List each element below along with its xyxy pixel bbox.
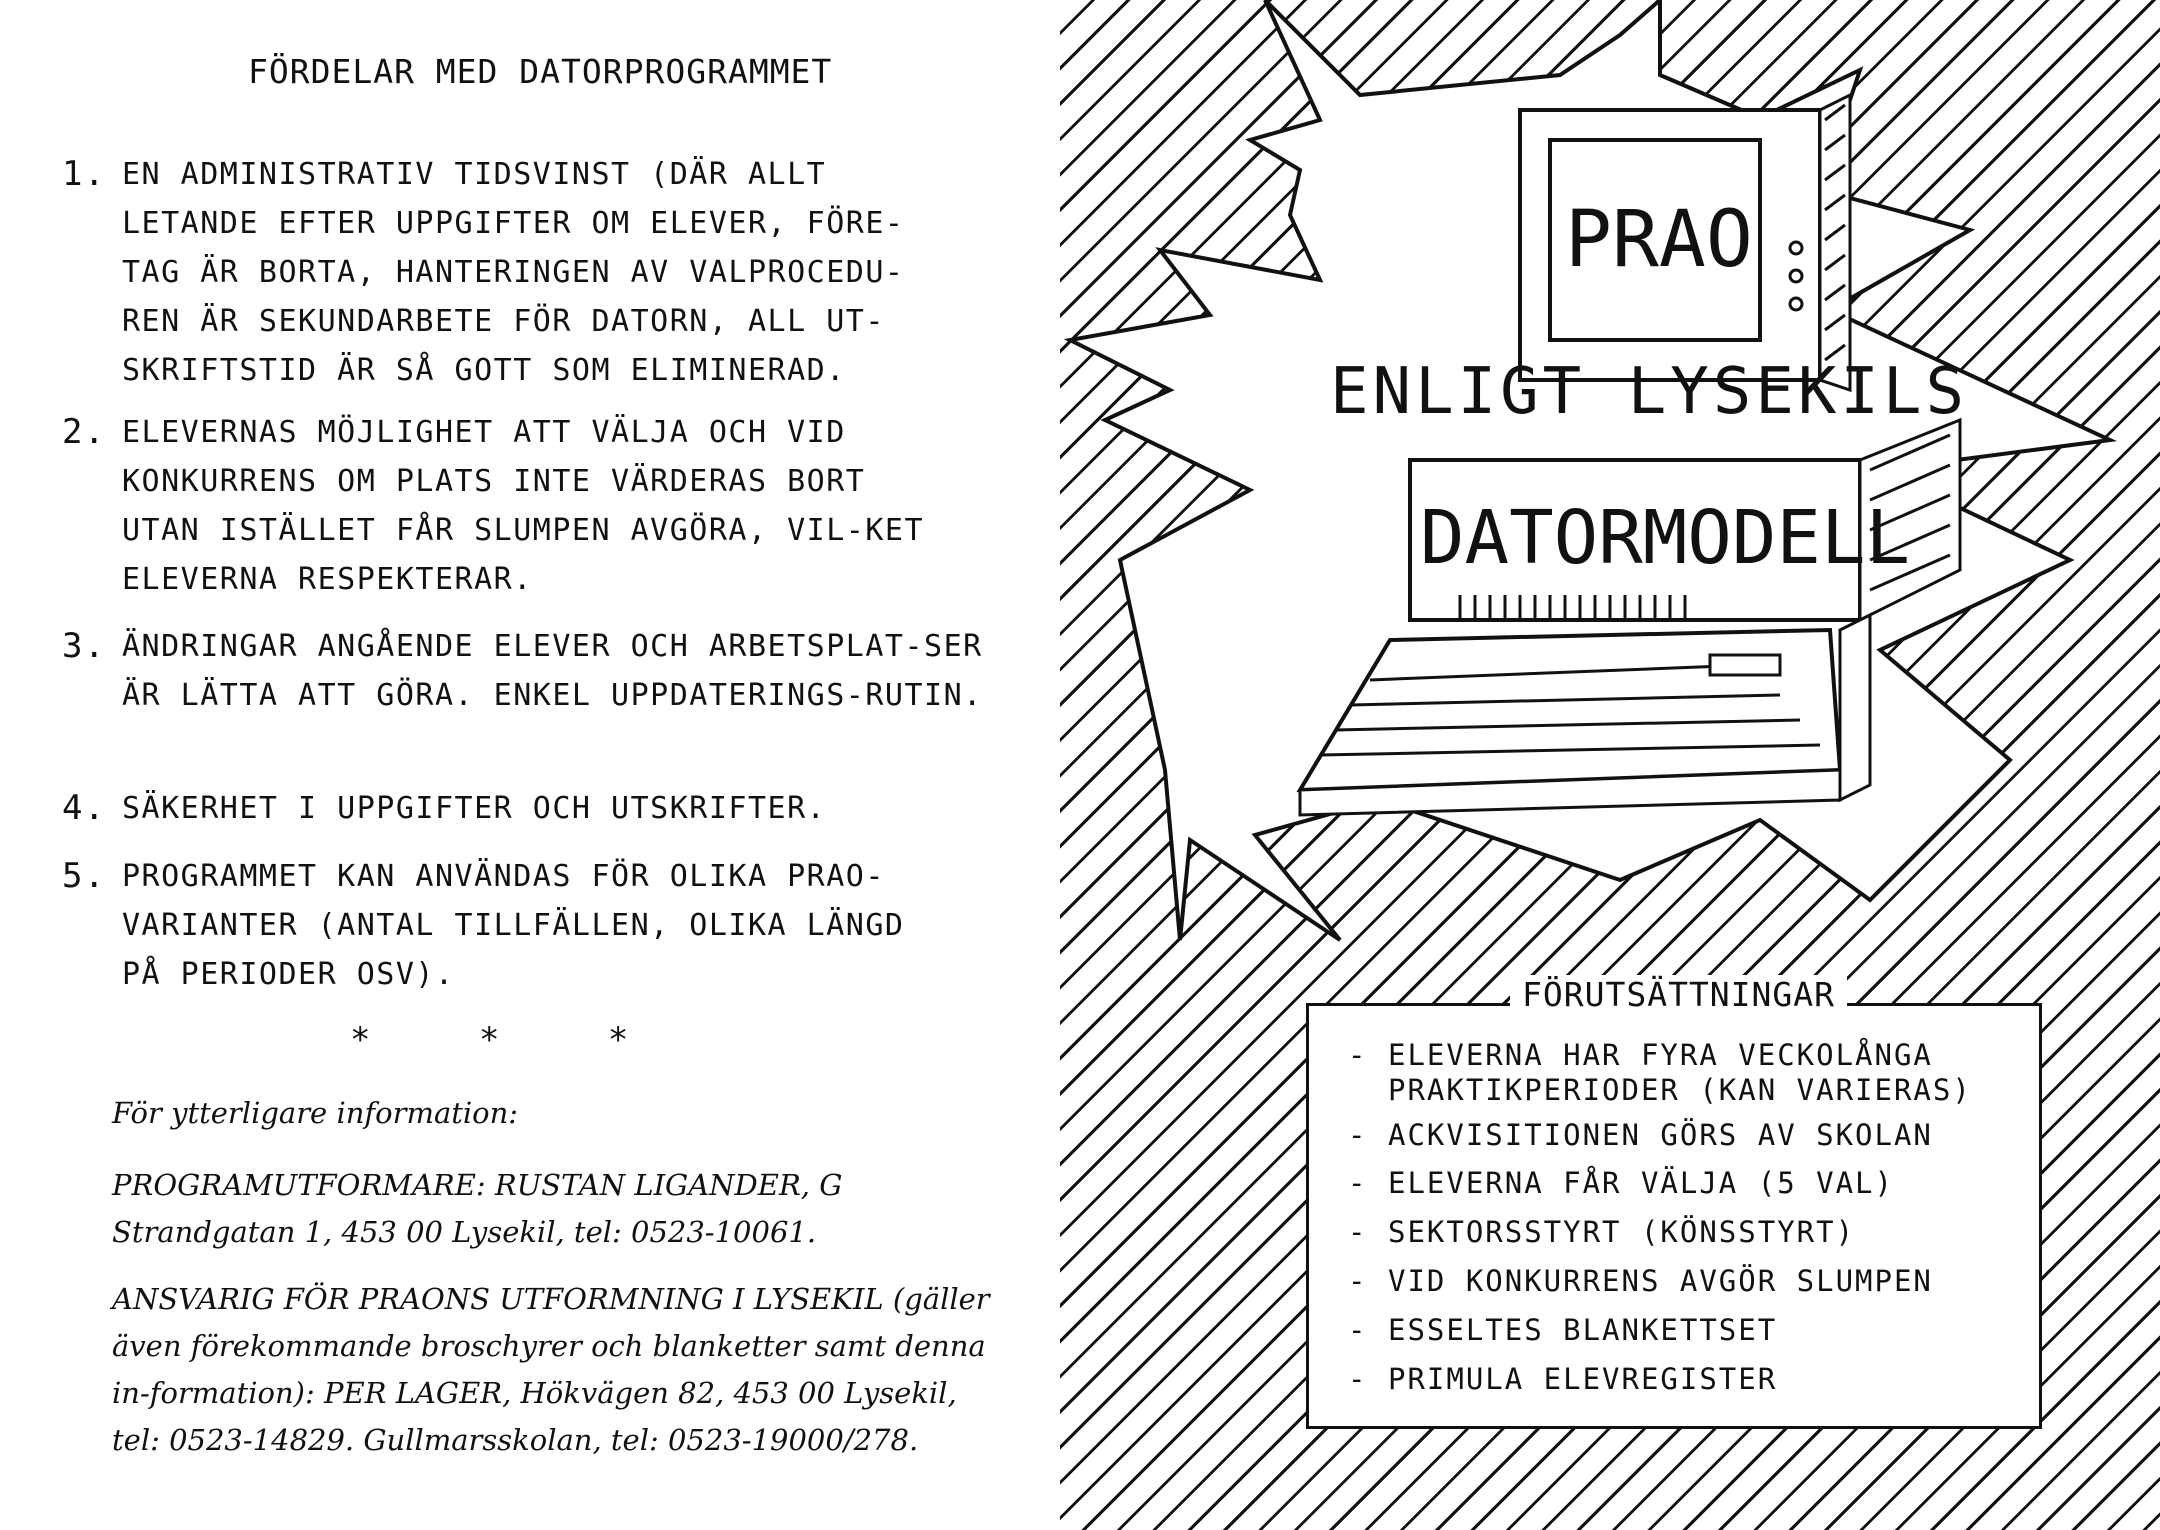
headline-enligt-lysekils: ENLIGT LYSEKILS bbox=[1330, 355, 1968, 429]
requirement-text: SEKTORSSTYRT (KÖNSSTYRT) bbox=[1388, 1215, 1856, 1249]
requirements-title: FÖRUTSÄTTNINGAR bbox=[1510, 975, 1847, 1014]
list-number: 1. bbox=[62, 154, 106, 194]
knob-icon bbox=[1790, 298, 1802, 310]
list-text: SÄKERHET I UPPGIFTER OCH UTSKRIFTER. bbox=[122, 791, 827, 826]
dash: - bbox=[1348, 1038, 1368, 1072]
list-text: EN ADMINISTRATIV TIDSVINST (DÄR ALLT LETANDE EFTER UPPGIFTER OM ELEVER, FÖRE-TAG ÄR BORTA, HANTERINGEN AV VALPROCEDU-REN ÄR SEKUNDARBETE FÖR DATORN, ALL UT-SKRIFTSTID ÄR SÅ GOTT SOM ELIMINERAD. bbox=[122, 157, 905, 388]
headline-prao: PRAO bbox=[1565, 195, 1753, 285]
contact-programmer: PROGRAMUTFORMARE: RUSTAN LIGANDER, G Strandgatan 1, 453 00 Lysekil, tel: 0523-10061. bbox=[112, 1168, 843, 1249]
dash: - bbox=[1348, 1264, 1368, 1298]
info-heading: För ytterligare information: bbox=[112, 1096, 519, 1130]
requirement-text: ELEVERNA HAR FYRA VECKOLÅNGA PRAKTIKPERIODER (KAN VARIERAS) bbox=[1388, 1038, 1972, 1107]
list-number: 3. bbox=[62, 626, 106, 666]
requirement-text: ACKVISITIONEN GÖRS AV SKOLAN bbox=[1388, 1118, 1933, 1152]
requirement-text: VID KONKURRENS AVGÖR SLUMPEN bbox=[1388, 1264, 1933, 1298]
list-text: PROGRAMMET KAN ANVÄNDAS FÖR OLIKA PRAO-VARIANTER (ANTAL TILLFÄLLEN, OLIKA LÄNGD PÅ PERIODER OSV). bbox=[122, 859, 905, 992]
dash: - bbox=[1348, 1215, 1368, 1249]
knob-icon bbox=[1790, 242, 1802, 254]
requirement-text: PRIMULA ELEVREGISTER bbox=[1388, 1362, 1778, 1396]
requirement-text: ESSELTES BLANKETTSET bbox=[1388, 1313, 1778, 1347]
list-number: 4. bbox=[62, 788, 106, 828]
contact-responsible: ANSVARIG FÖR PRAONS UTFORMNING I LYSEKIL (gäller även förekommande broschyrer och blanketter samt denna in-formation): PER LAGER, Hökvägen 82, 453 00 Lysekil, tel: 0523-14829. Gullmarsskolan, tel: 0523-19000/278. bbox=[112, 1282, 990, 1457]
dash: - bbox=[1348, 1166, 1368, 1200]
dash: - bbox=[1348, 1313, 1368, 1347]
keyboard-side bbox=[1840, 615, 1870, 800]
keyboard-key bbox=[1710, 655, 1780, 675]
headline-datormodell: DATORMODELL bbox=[1420, 495, 1911, 581]
page-title: FÖRDELAR MED DATORPROGRAMMET bbox=[248, 52, 833, 91]
left-page bbox=[0, 0, 1060, 1530]
requirement-text: ELEVERNA FÅR VÄLJA (5 VAL) bbox=[1388, 1166, 1894, 1200]
list-number: 2. bbox=[62, 412, 106, 452]
list-text: ÄNDRINGAR ANGÅENDE ELEVER OCH ARBETSPLAT-SER ÄR LÄTTA ATT GÖRA. ENKEL UPPDATERINGS-RUTIN. bbox=[122, 629, 983, 713]
knob-icon bbox=[1790, 270, 1802, 282]
list-number: 5. bbox=[62, 856, 106, 896]
dash: - bbox=[1348, 1362, 1368, 1396]
dash: - bbox=[1348, 1118, 1368, 1152]
list-text: ELEVERNAS MÖJLIGHET ATT VÄLJA OCH VID KONKURRENS OM PLATS INTE VÄRDERAS BORT UTAN ISTÄLLET FÅR SLUMPEN AVGÖRA, VIL-KET ELEVERNA RESPEKTERAR. bbox=[122, 415, 925, 597]
separator-stars: * * * bbox=[350, 1020, 673, 1060]
